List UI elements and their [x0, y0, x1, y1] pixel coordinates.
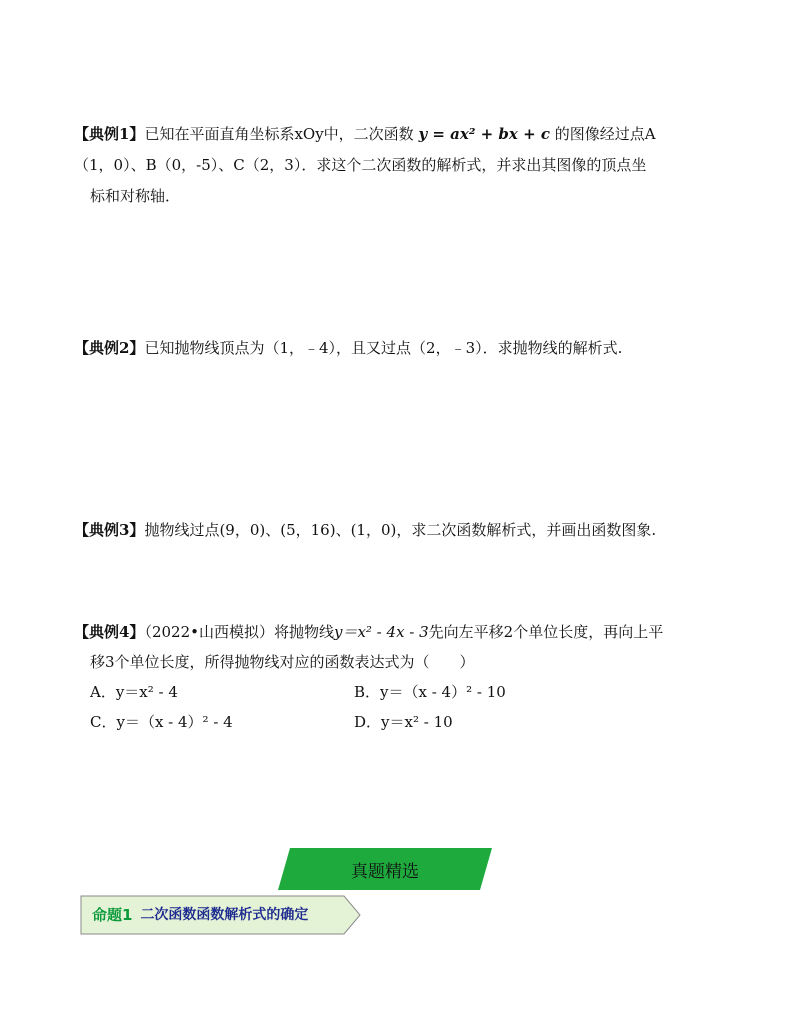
example-4-text-post: 先向左平移2个单位长度，再向上平 — [428, 623, 664, 641]
topic-tag — [80, 895, 362, 937]
example-1-text-pre: 已知在平面直角坐标系xOy中，二次函数 — [144, 125, 414, 143]
example-3 — [74, 520, 656, 540]
example-4-text-pre: （2022•山西模拟）将抛物线 — [144, 623, 334, 641]
option-b: B．y＝（x - 4）² - 10 — [354, 683, 506, 701]
example-1-text-post: 的图像经过点A — [554, 125, 656, 143]
example-3-label: 【典例3】 — [74, 521, 145, 539]
example-1-line-3: 标和对称轴． — [90, 187, 181, 205]
option-c: C．y＝（x - 4）² - 4 — [90, 713, 233, 731]
example-1-line-1 — [74, 124, 656, 144]
example-3-text: 抛物线过点(9，0)、(5，16)、(1，0)，求二次函数解析式，并画出函数图象. — [144, 521, 657, 539]
topic-number: 命题1 — [92, 905, 133, 924]
example-4-line-2: 移3个单位长度，所得抛物线对应的函数表达式为（ ） — [90, 653, 475, 671]
example-1-line-2: （1，0）、B（0，-5）、C（2，3）．求这个二次函数的解析式，并求出其图像的顶点坐 — [74, 156, 647, 174]
option-d: D．y＝x² - 10 — [354, 713, 453, 731]
example-4-line-1 — [74, 622, 663, 642]
example-1-formula: y = ax² + bx + c — [418, 125, 551, 143]
topic-title: 二次函数函数解析式的确定 — [140, 907, 309, 923]
option-a: A．y＝x² - 4 — [90, 683, 178, 701]
example-2 — [74, 338, 622, 358]
example-1-label: 【典例1】 — [74, 125, 145, 143]
section-banner — [278, 848, 492, 890]
example-2-text: 已知抛物线顶点为（1，﹣4），且又过点（2，﹣3）．求抛物线的解析式. — [144, 339, 623, 357]
example-4-label: 【典例4】 — [74, 623, 145, 641]
banner-title: 真题精选 — [351, 861, 419, 882]
topic-text — [92, 895, 308, 933]
example-2-label: 【典例2】 — [74, 339, 145, 357]
example-4-formula: y＝x² - 4x - 3 — [333, 623, 429, 641]
